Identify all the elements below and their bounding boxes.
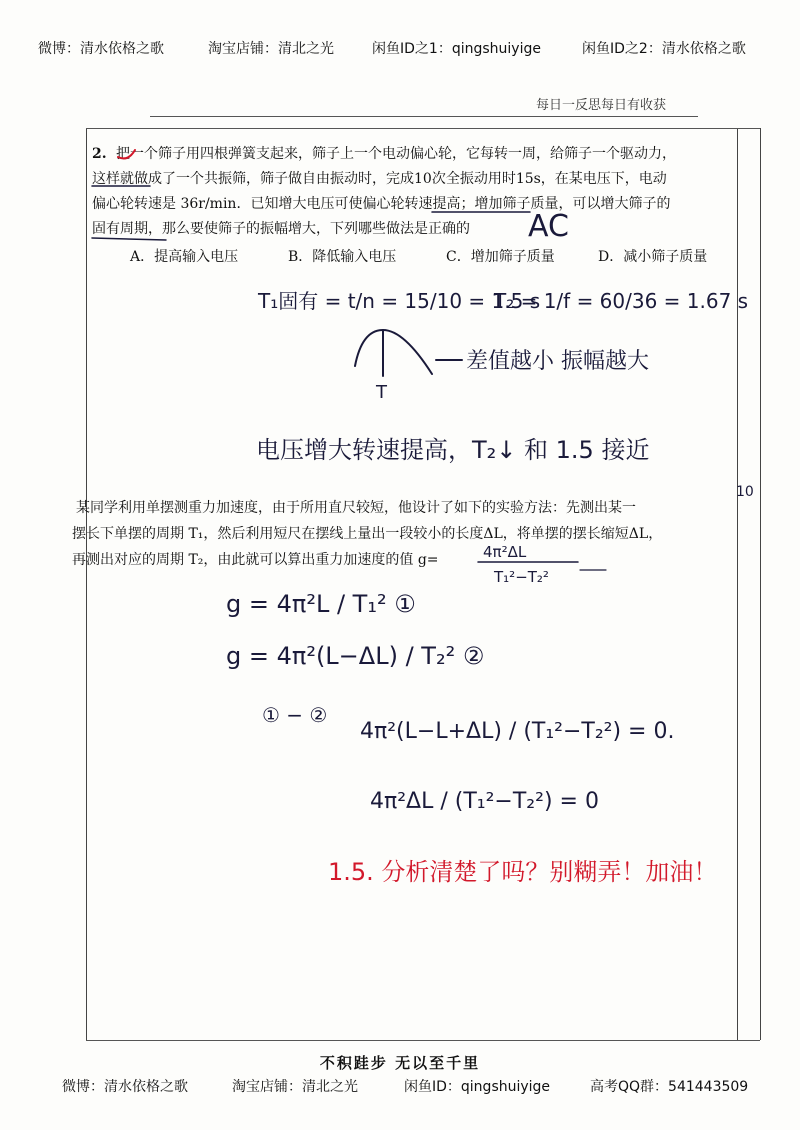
answer-ac: AC bbox=[528, 209, 569, 244]
resonance-curve bbox=[355, 330, 432, 374]
question-2-line3: 偏心轮转速是 36r/min．已知增大电压可使偏心轮转速提高；增加筛子质量，可以增大筛子的 bbox=[92, 196, 671, 212]
weibo-label: 微博：清水依格之歌 bbox=[38, 41, 164, 57]
option-a: A．提高输入电压 bbox=[130, 249, 239, 265]
question-2-line1: 把一个筛子用四根弹簧支起来，筛子上一个电动偏心轮，它每转一周，给筛子一个驱动力， bbox=[116, 146, 676, 162]
hw-eq3-label: ① − ② bbox=[262, 703, 328, 727]
question-2-line4: 固有周期，那么要使筛子的振幅增大，下列哪些做法是正确的 bbox=[92, 221, 470, 237]
hw-curve-label: T bbox=[376, 382, 387, 403]
hw-eq1: g = 4π²L / T₁² ① bbox=[226, 590, 416, 618]
footer-motto: 不积跬步 无以至千里 bbox=[319, 1054, 481, 1072]
question-3-line2: 摆长下单摆的周期 T₁，然后利用短尺在摆线上量出一段较小的长度ΔL，将单摆的摆长缩短ΔL， bbox=[72, 526, 663, 542]
hw-answer-denominator: T₁²−T₂² bbox=[494, 568, 549, 586]
red-comment: 1.5. 分析清楚了吗？别糊弄！加油！ bbox=[328, 858, 718, 886]
hw-eq4: 4π²ΔL / (T₁²−T₂²) = 0 bbox=[370, 789, 599, 814]
xianyu1-label: 闲鱼ID之1：qingshuiyige bbox=[372, 41, 541, 57]
qq-group-label: 高考QQ群：541443509 bbox=[590, 1079, 749, 1095]
option-d: D．减小筛子质量 bbox=[598, 249, 708, 265]
underline-mark bbox=[92, 238, 166, 240]
hw-t2: T₂ = 1/f = 60/36 = 1.67 s bbox=[494, 289, 749, 313]
hw-answer-numerator: 4π²ΔL bbox=[483, 543, 527, 561]
header-motto: 每日一反思每日有收获 bbox=[536, 98, 667, 113]
hw-eq3: 4π²(L−L+ΔL) / (T₁²−T₂²) = 0. bbox=[360, 719, 675, 744]
taobao-label: 淘宝店铺：清北之光 bbox=[208, 41, 334, 57]
red-check-mark bbox=[118, 150, 135, 158]
question-3-line3: 再测出对应的周期 T₂，由此就可以算出重力加速度的值 g= bbox=[72, 552, 439, 568]
hw-note2: 电压增大转速提高，T₂↓ 和 1.5 接近 bbox=[256, 436, 650, 464]
weibo-label: 微博：清水依格之歌 bbox=[62, 1079, 188, 1095]
xianyu2-label: 闲鱼ID之2：清水依格之歌 bbox=[582, 41, 746, 57]
hw-note1: 差值越小 振幅越大 bbox=[466, 349, 649, 374]
option-b: B．降低输入电压 bbox=[288, 249, 397, 265]
option-c: C．增加筛子质量 bbox=[446, 249, 555, 265]
question-3-line1: 某同学利用单摆测重力加速度，由于所用直尺较短，他设计了如下的实验方法：先测出某一 bbox=[76, 500, 636, 516]
hw-t1: T₁固有 = t/n = 15/10 = 1.5 s bbox=[258, 289, 541, 313]
margin-mark: 10 bbox=[736, 484, 754, 500]
hw-eq2: g = 4π²(L−ΔL) / T₂² ② bbox=[226, 642, 485, 670]
xianyu-label: 闲鱼ID：qingshuiyige bbox=[404, 1079, 551, 1095]
question-2-number: 2. bbox=[92, 146, 107, 162]
taobao-label: 淘宝店铺：清北之光 bbox=[232, 1079, 358, 1095]
question-2-line2: 这样就做成了一个共振筛，筛子做自由振动时，完成10次全振动用时15s，在某电压下，电动 bbox=[92, 171, 667, 187]
